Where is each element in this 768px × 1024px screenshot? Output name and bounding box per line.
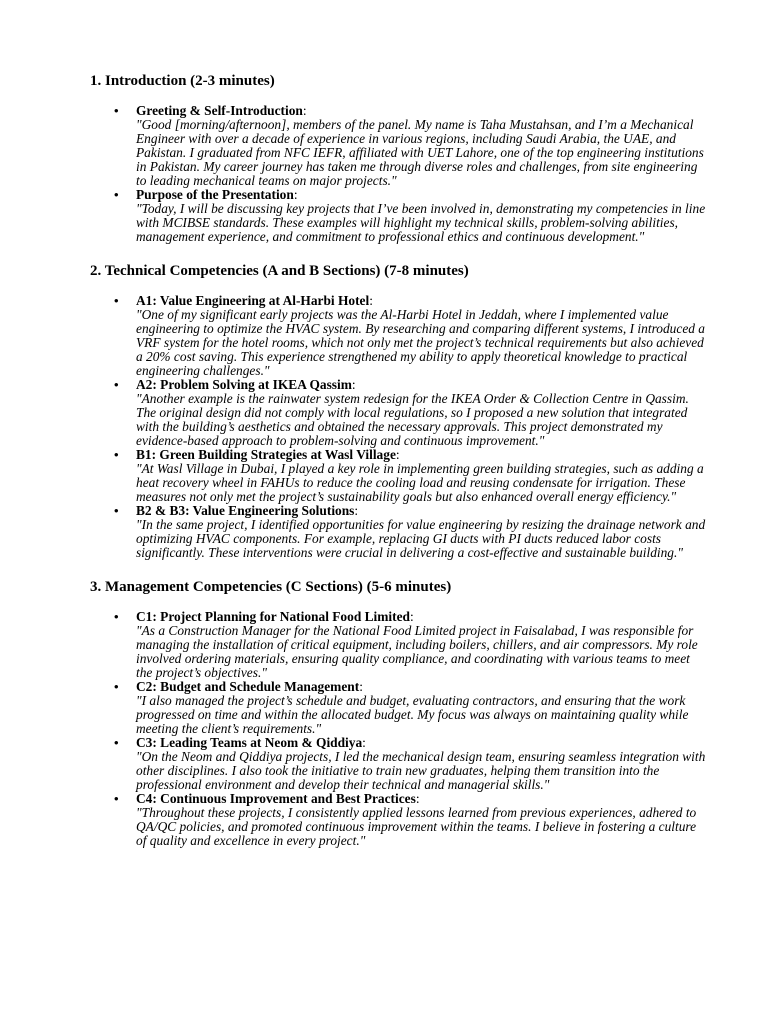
item-body: "Good [morning/afternoon], members of the panel. My name is Taha Mustahsan, and I’m a Mechanical Engineer with over a decade of experience in various regions, including Saudi Arabia, the UAE, and Pakistan. I graduated from NFC IEFR, affiliated with UET Lahore, one of the top engineering institutions in Pakistan. My career journey has taken me through diverse roles and challenges, from site engineering to leading mechanical teams on major projects." bbox=[136, 117, 704, 188]
section-items bbox=[90, 294, 708, 560]
item-title: B2 & B3: Value Engineering Solutions bbox=[136, 503, 355, 518]
item-title: C4: Continuous Improvement and Best Practices bbox=[136, 791, 416, 806]
section-introduction bbox=[90, 72, 708, 244]
list-item: • B1: Green Building Strategies at Wasl Village: "At Wasl Village in Dubai, I played a key role in implementing green building strategies, such as adding a heat recovery wheel in FAHUs to reduce the cooling load and reusing condensate for irrigation. These measures not only met the project’s sustainability goals but also enhanced overall energy efficiency." bbox=[90, 448, 708, 504]
item-title: C1: Project Planning for National Food Limited bbox=[136, 609, 410, 624]
item-title: Greeting & Self-Introduction bbox=[136, 103, 303, 118]
list-item: • Greeting & Self-Introduction: "Good [morning/afternoon], members of the panel. My name is Taha Mustahsan, and I’m a Mechanical Engineer with over a decade of experience in various regions, including Saudi Arabia, the UAE, and Pakistan. I graduated from NFC IEFR, affiliated with UET Lahore, one of the top engineering institutions in Pakistan. My career journey has taken me through diverse roles and challenges, from site engineering to leading mechanical teams on major projects." bbox=[90, 104, 708, 188]
section-title: 3. Management Competencies (C Sections) (5-6 minutes) bbox=[90, 579, 452, 595]
section-title: 2. Technical Competencies (A and B Sections) (7-8 minutes) bbox=[90, 263, 469, 279]
item-body: "Another example is the rainwater system redesign for the IKEA Order & Collection Centre in Qassim. The original design did not comply with local regulations, so I proposed a new solution that integrated with the building’s aesthetics and obtained the necessary approvals. This project demonstrated my evidence-based approach to problem-solving and continuous improvement." bbox=[136, 391, 689, 448]
item-title: A2: Problem Solving at IKEA Qassim bbox=[136, 377, 352, 392]
item-title: C2: Budget and Schedule Management bbox=[136, 679, 360, 694]
section-title: 1. Introduction (2-3 minutes) bbox=[90, 73, 275, 89]
item-title: B1: Green Building Strategies at Wasl Village bbox=[136, 447, 396, 462]
item-title: Purpose of the Presentation bbox=[136, 187, 294, 202]
list-item: • Purpose of the Presentation: "Today, I will be discussing key projects that I’ve been involved in, demonstrating my competencies in line with MCIBSE standards. These examples will highlight my technical skills, problem-solving abilities, management experience, and commitment to professional ethics and continuous development." bbox=[90, 188, 708, 244]
list-item: • A1: Value Engineering at Al-Harbi Hotel: "One of my significant early projects was the Al-Harbi Hotel in Jeddah, where I implemented value engineering to optimize the HVAC system. By researching and comparing different systems, I introduced a VRF system for the hotel rooms, which not only met the project’s technical requirements but also achieved a 20% cost saving. This experience strengthened my ability to apply theoretical knowledge to practical engineering challenges." bbox=[90, 294, 708, 378]
section-items bbox=[90, 104, 708, 244]
item-title: C3: Leading Teams at Neom & Qiddiya bbox=[136, 735, 363, 750]
bullet-icon: • bbox=[114, 293, 119, 308]
item-title: A1: Value Engineering at Al-Harbi Hotel bbox=[136, 293, 370, 308]
bullet-icon: • bbox=[114, 103, 119, 118]
list-item: • C4: Continuous Improvement and Best Practices: "Throughout these projects, I consistently applied lessons learned from previous experiences, adhered to QA/QC policies, and promoted continuous improvement within the teams. I believe in fostering a culture of quality and excellence in every project." bbox=[90, 792, 708, 848]
list-item: • A2: Problem Solving at IKEA Qassim: "Another example is the rainwater system redesign for the IKEA Order & Collection Centre in Qassim. The original design did not comply with local regulations, so I proposed a new solution that integrated with the building’s aesthetics and obtained the necessary approvals. This project demonstrated my evidence-based approach to problem-solving and continuous improvement." bbox=[90, 378, 708, 448]
bullet-icon: • bbox=[114, 791, 119, 806]
item-body: "In the same project, I identified opportunities for value engineering by resizing the drainage network and optimizing HVAC components. For example, replacing GI ducts with PI ducts reduced labor costs significantly. These interventions were crucial in delivering a cost-effective and sustainable building." bbox=[136, 517, 706, 560]
list-item: • C1: Project Planning for National Food Limited: "As a Construction Manager for the National Food Limited project in Faisalabad, I was responsible for managing the installation of critical equipment, including boilers, chillers, and air compressors. My role involved ordering materials, ensuring quality compliance, and coordinating with various teams to meet the project’s objectives." bbox=[90, 610, 708, 680]
list-item: • C2: Budget and Schedule Management: "I also managed the project’s schedule and budget, evaluating contractors, and ensuring that the work progressed on time and within the allocated budget. My focus was always on maintaining quality while meeting the client’s requirements." bbox=[90, 680, 708, 736]
bullet-icon: • bbox=[114, 609, 119, 624]
item-body: "At Wasl Village in Dubai, I played a key role in implementing green building strategies, such as adding a heat recovery wheel in FAHUs to reduce the cooling load and reusing condensate for irrigation. These measures not only met the project’s sustainability goals but also enhanced overall energy efficiency." bbox=[136, 461, 704, 504]
item-body: "Today, I will be discussing key projects that I’ve been involved in, demonstrating my competencies in line with MCIBSE standards. These examples will highlight my technical skills, problem-solving abilities, management experience, and commitment to professional ethics and continuous development." bbox=[136, 201, 706, 244]
item-body: "Throughout these projects, I consistently applied lessons learned from previous experiences, adhered to QA/QC policies, and promoted continuous improvement within the teams. I believe in fostering a culture of quality and excellence in every project." bbox=[136, 805, 697, 848]
list-item: • B2 & B3: Value Engineering Solutions: "In the same project, I identified opportunities for value engineering by resizing the drainage network and optimizing HVAC components. For example, replacing GI ducts with PI ducts reduced labor costs significantly. These interventions were crucial in delivering a cost-effective and sustainable building." bbox=[90, 504, 708, 560]
bullet-icon: • bbox=[114, 735, 119, 750]
bullet-icon: • bbox=[114, 679, 119, 694]
section-management-competencies bbox=[90, 578, 708, 848]
list-item: • C3: Leading Teams at Neom & Qiddiya: "On the Neom and Qiddiya projects, I led the mechanical design team, ensuring seamless integration with other disciplines. I also took the initiative to train new graduates, helping them transition into the professional environment and develop their technical and managerial skills." bbox=[90, 736, 708, 792]
bullet-icon: • bbox=[114, 377, 119, 392]
item-body: "One of my significant early projects was the Al-Harbi Hotel in Jeddah, where I implemented value engineering to optimize the HVAC system. By researching and comparing different systems, I introduced a VRF system for the hotel rooms, which not only met the project’s technical requirements but also achieved a 20% cost saving. This experience strengthened my ability to apply theoretical knowledge to practical engineering challenges." bbox=[136, 307, 705, 378]
item-body: "As a Construction Manager for the National Food Limited project in Faisalabad, I was responsible for managing the installation of critical equipment, including boilers, chillers, and air compressors. My role involved ordering materials, ensuring quality compliance, and coordinating with various teams to meet the project’s objectives." bbox=[136, 623, 698, 680]
item-body: "I also managed the project’s schedule and budget, evaluating contractors, and ensuring that the work progressed on time and within the allocated budget. My focus was always on maintaining quality while meeting the client’s requirements." bbox=[136, 693, 689, 736]
section-items bbox=[90, 610, 708, 848]
item-body: "On the Neom and Qiddiya projects, I led the mechanical design team, ensuring seamless integration with other disciplines. I also took the initiative to train new graduates, helping them transition into the professional environment and develop their technical and managerial skills." bbox=[136, 749, 706, 792]
bullet-icon: • bbox=[114, 503, 119, 518]
section-technical-competencies bbox=[90, 262, 708, 560]
bullet-icon: • bbox=[114, 447, 119, 462]
bullet-icon: • bbox=[114, 187, 119, 202]
